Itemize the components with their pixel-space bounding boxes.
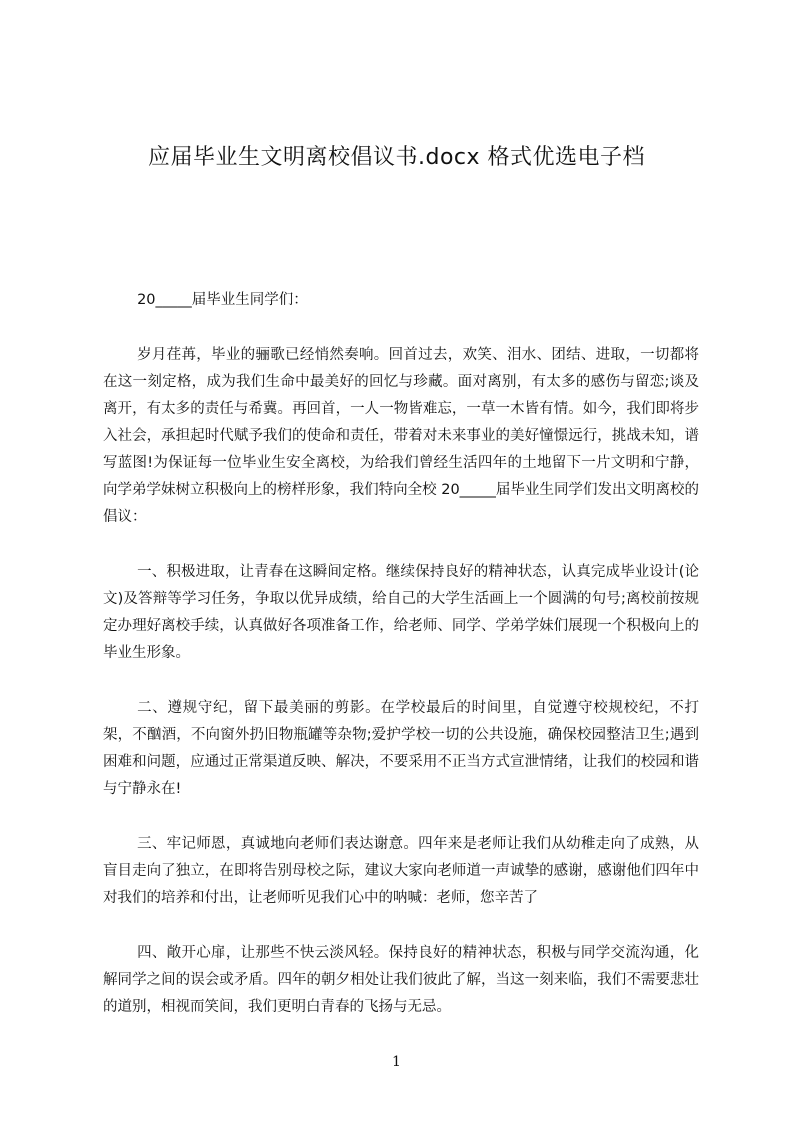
paragraph-point-3: 三、牢记师恩，真诚地向老师们表达谢意。四年来是老师让我们从幼稚走向了成熟，从盲目走向了独立，在即将告别母校之际，建议大家向老师道一声诚挚的感谢，感谢他们四年中对我们的培养和付出，让老师听见我们心中的呐喊：老师，您辛苦了 (103, 836, 699, 906)
paragraph-point-4: 四、敞开心扉，让那些不快云淡风轻。保持良好的精神状态，积极与同学交流沟通，化解同学之间的误会或矛盾。四年的朝夕相处让我们彼此了解，当这一刻来临，我们不需要悲壮的道别，相视而笑间，我们更明白青春的飞扬与无忌。 (103, 945, 699, 1015)
page-number: 1 (392, 1054, 401, 1070)
paragraph-point-2: 二、遵规守纪，留下最美丽的剪影。在学校最后的时间里，自觉遵守校规校纪，不打架，不酗酒，不向窗外扔旧物瓶罐等杂物;爱护学校一切的公共设施，确保校园整洁卫生;遇到困难和问题，应通过正常渠道反映、解决，不要采用不正当方式宣泄情绪，让我们的校园和谐与宁静永在! (103, 700, 699, 797)
greeting-line: 20_____届毕业生同学们： (137, 292, 308, 308)
document-body (103, 287, 699, 1021)
paragraph-intro: 岁月荏苒，毕业的骊歌已经悄然奏响。回首过去，欢笑、泪水、团结、进取，一切都将在这一刻定格，成为我们生命中最美好的回忆与珍藏。面对离别，有太多的感伤与留恋;谈及离开，有太多的责任与希冀。再回首，一人一物皆难忘，一草一木皆有情。如今，我们即将步入社会，承担起时代赋予我们的使命和责任，带着对未来事业的美好憧憬远行，挑战未知，谱写蓝图!为保证每一位毕业生安全离校，为给我们曾经生活四年的土地留下一片文明和宁静，向学弟学妹树立积极向上的榜样形象，我们特向全校 20_____届毕业生同学们发出文明离校的倡议： (103, 347, 699, 525)
document-title: 应届毕业生文明离校倡议书.docx 格式优选电子档 (147, 145, 646, 170)
paragraph-point-1: 一、积极进取，让青春在这瞬间定格。继续保持良好的精神状态，认真完成毕业设计(论文)及答辩等学习任务，争取以优异成绩，给自己的大学生活画上一个圆满的句号;离校前按规定办理好离校手续，认真做好各项准备工作，给老师、同学、学弟学妹们展现一个积极向上的毕业生形象。 (103, 564, 699, 661)
